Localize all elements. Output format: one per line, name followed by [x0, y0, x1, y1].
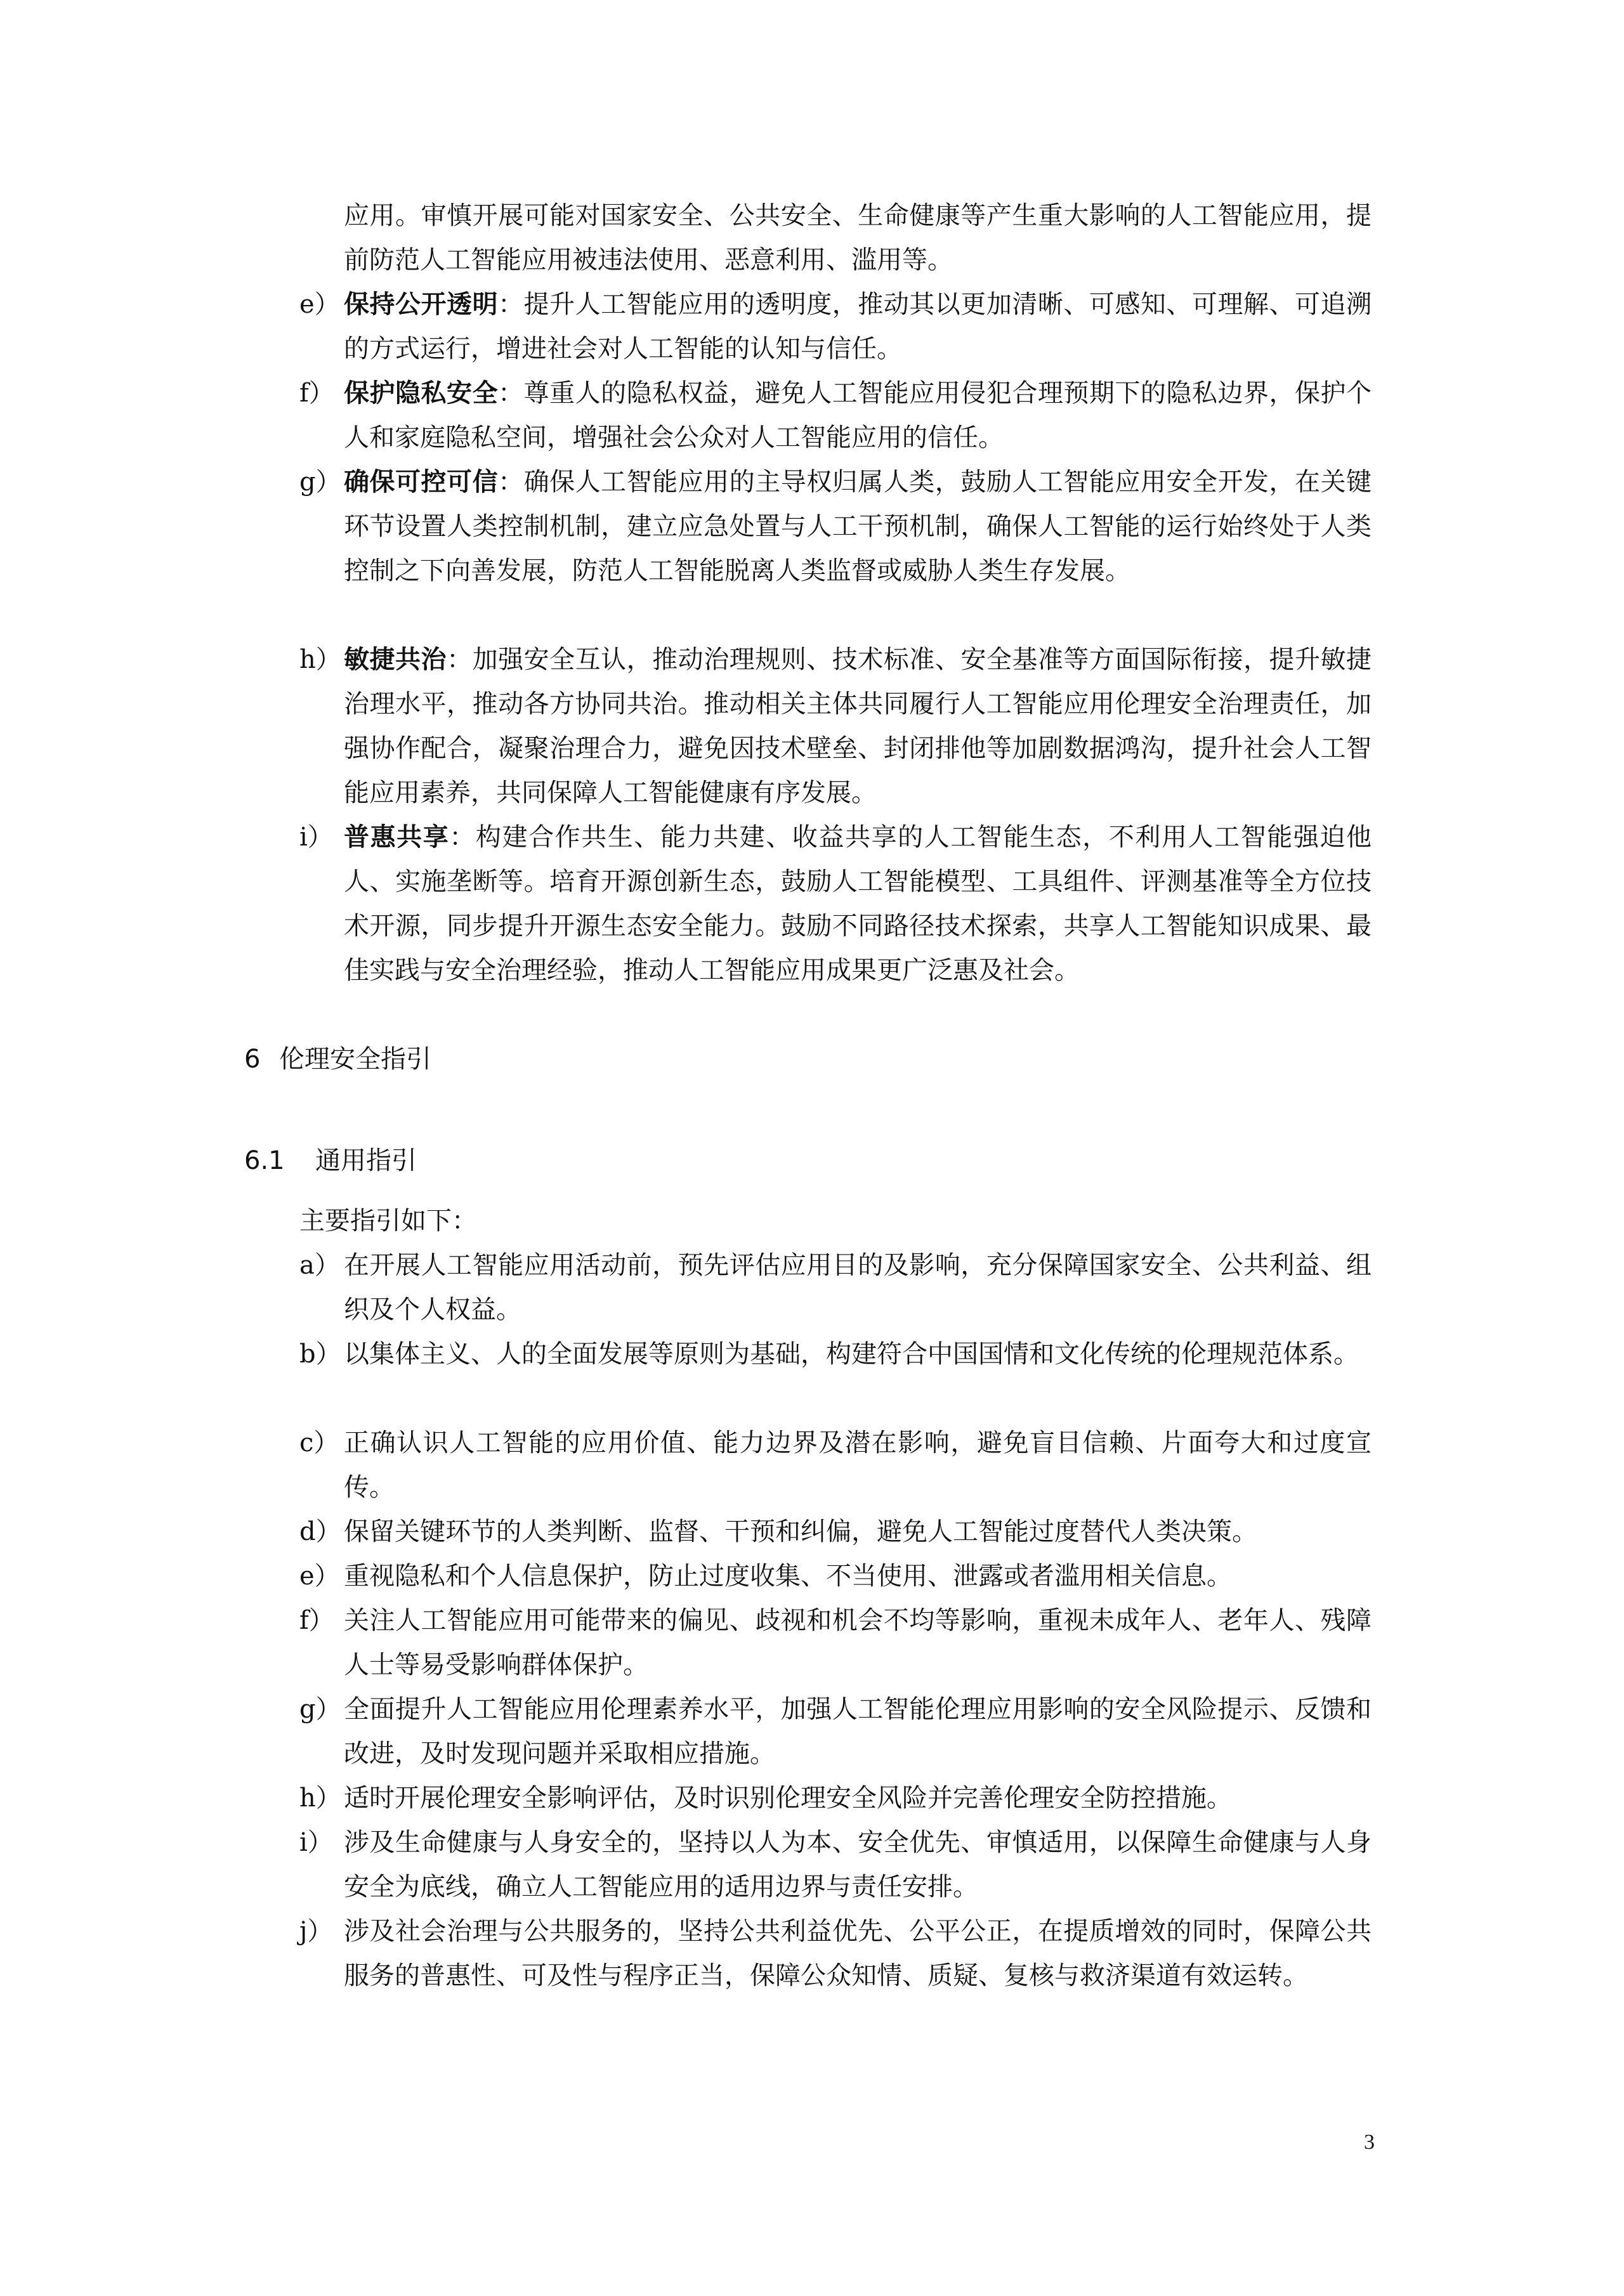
guideline-text: 以集体主义、人的全面发展等原则为基础，构建符合中国国情和文化传统的伦理规范体系。 [344, 1340, 1359, 1369]
subsection-title: 通用指引 [315, 1146, 417, 1175]
list-marker: j） [299, 1917, 333, 1946]
principle-term: 保持公开透明 [344, 290, 499, 319]
subsection-heading [244, 1142, 417, 1180]
guideline-item-e [299, 1554, 1372, 1598]
list-marker: d） [299, 1517, 341, 1546]
guideline-item-d [299, 1510, 1372, 1554]
principle-item-i [299, 815, 1372, 993]
guideline-text: 重视隐私和个人信息保护，防止过度收集、不当使用、泄露或者滥用相关信息。 [344, 1562, 1232, 1591]
guideline-item-f [299, 1598, 1372, 1687]
list-marker: f） [299, 1606, 334, 1635]
subsection-number: 6.1 [244, 1146, 285, 1175]
separator: ： [498, 467, 524, 497]
guideline-text: 全面提升人工智能应用伦理素养水平，加强人工智能伦理应用影响的安全风险提示、反馈和改进，及时发现问题并采取相应措施。 [344, 1695, 1372, 1768]
principle-d-continuation: 应用。审慎开展可能对国家安全、公共安全、生命健康等产生重大影响的人工智能应用，提前防范人工智能应用被违法使用、恶意利用、滥用等。 [344, 201, 1372, 275]
guideline-text: 在开展人工智能应用活动前，预先评估应用目的及影响，充分保障国家安全、公共利益、组织及个人权益。 [344, 1251, 1372, 1324]
principle-text: 尊重人的隐私权益，避免人工智能应用侵犯合理预期下的隐私边界，保护个人和家庭隐私空间，增强社会公众对人工智能应用的信任。 [344, 379, 1372, 452]
guideline-item-c [299, 1421, 1372, 1510]
principle-term: 敏捷共治 [344, 645, 447, 674]
list-marker: a） [299, 1251, 340, 1280]
guideline-text: 保留关键环节的人类判断、监督、干预和纠偏，避免人工智能过度替代人类决策。 [344, 1517, 1257, 1546]
section-title: 伦理安全指引 [279, 1045, 431, 1074]
separator: ： [498, 290, 524, 319]
guideline-item-i [299, 1820, 1372, 1909]
principle-text: 构建合作共生、能力共建、收益共享的人工智能生态，不利用人工智能强迫他人、实施垄断等。培育开源创新生态，鼓励人工智能模型、工具组件、评测基准等全方位技术开源，同步提升开源生态安全能力。鼓励不同路径技术探索，共享人工智能知识成果、最佳实践与安全治理经验，推动人工智能应用成果更广泛惠及社会。 [344, 823, 1372, 985]
list-marker: f） [299, 379, 334, 408]
principle-term: 确保可控可信 [344, 467, 499, 497]
principle-item-h [299, 637, 1372, 815]
separator: ： [447, 645, 473, 674]
guideline-text: 关注人工智能应用可能带来的偏见、歧视和机会不均等影响，重视未成年人、老年人、残障人士等易受影响群体保护。 [344, 1606, 1372, 1680]
list-marker: g） [299, 467, 341, 497]
separator: ： [498, 379, 524, 408]
list-marker: e） [299, 290, 340, 319]
intro-text: 主要指引如下： [299, 1206, 477, 1236]
section-heading [244, 1040, 431, 1078]
guideline-text: 涉及生命健康与人身安全的，坚持以人为本、安全优先、审慎适用，以保障生命健康与人身安全为底线，确立人工智能应用的适用边界与责任安排。 [344, 1828, 1372, 1901]
separator: ： [449, 823, 476, 852]
list-marker: g） [299, 1695, 341, 1724]
list-marker: c） [299, 1428, 339, 1458]
guideline-text: 涉及社会治理与公共服务的，坚持公共利益优先、公平公正，在提质增效的同时，保障公共服务的普惠性、可及性与程序正当，保障公众知情、质疑、复核与救济渠道有效运转。 [344, 1917, 1372, 1990]
guideline-item-b [299, 1332, 1372, 1376]
principle-term: 保护隐私安全 [344, 379, 499, 408]
principle-item-g [299, 460, 1372, 593]
guideline-text: 正确认识人工智能的应用价值、能力边界及潜在影响，避免盲目信赖、片面夸大和过度宣传。 [344, 1428, 1372, 1502]
list-marker: e） [299, 1562, 340, 1591]
list-marker: b） [299, 1340, 341, 1369]
principle-text: 加强安全互认，推动治理规则、技术标准、安全基准等方面国际衔接，提升敏捷治理水平，推动各方协同共治。推动相关主体共同履行人工智能应用伦理安全治理责任，加强协作配合，凝聚治理合力，避免因技术壁垒、封闭排他等加剧数据鸿沟，提升社会人工智能应用素养，共同保障人工智能健康有序发展。 [344, 645, 1372, 807]
list-marker: i） [299, 1828, 333, 1857]
page-number: 3 [1364, 2130, 1375, 2154]
principle-item-e [299, 282, 1372, 371]
guideline-text: 适时开展伦理安全影响评估，及时识别伦理安全风险并完善伦理安全防控措施。 [344, 1784, 1232, 1813]
list-marker: h） [299, 1784, 341, 1813]
list-marker: i） [299, 823, 333, 852]
guideline-item-h [299, 1776, 1372, 1820]
list-marker: h） [299, 645, 341, 674]
guideline-item-g [299, 1687, 1372, 1776]
guideline-item-a [299, 1243, 1372, 1332]
section-number: 6 [244, 1045, 261, 1074]
principle-text: 确保人工智能应用的主导权归属人类，鼓励人工智能应用安全开发，在关键环节设置人类控制机制，建立应急处置与人工干预机制，确保人工智能的运行始终处于人类控制之下向善发展，防范人工智能脱离人类监督或威胁人类生存发展。 [344, 467, 1372, 585]
principle-item-f [299, 371, 1372, 460]
guideline-item-j [299, 1909, 1372, 1998]
principle-term: 普惠共享 [344, 823, 450, 852]
principle-text: 提升人工智能应用的透明度，推动其以更加清晰、可感知、可理解、可追溯的方式运行，增进社会对人工智能的认知与信任。 [344, 290, 1372, 363]
